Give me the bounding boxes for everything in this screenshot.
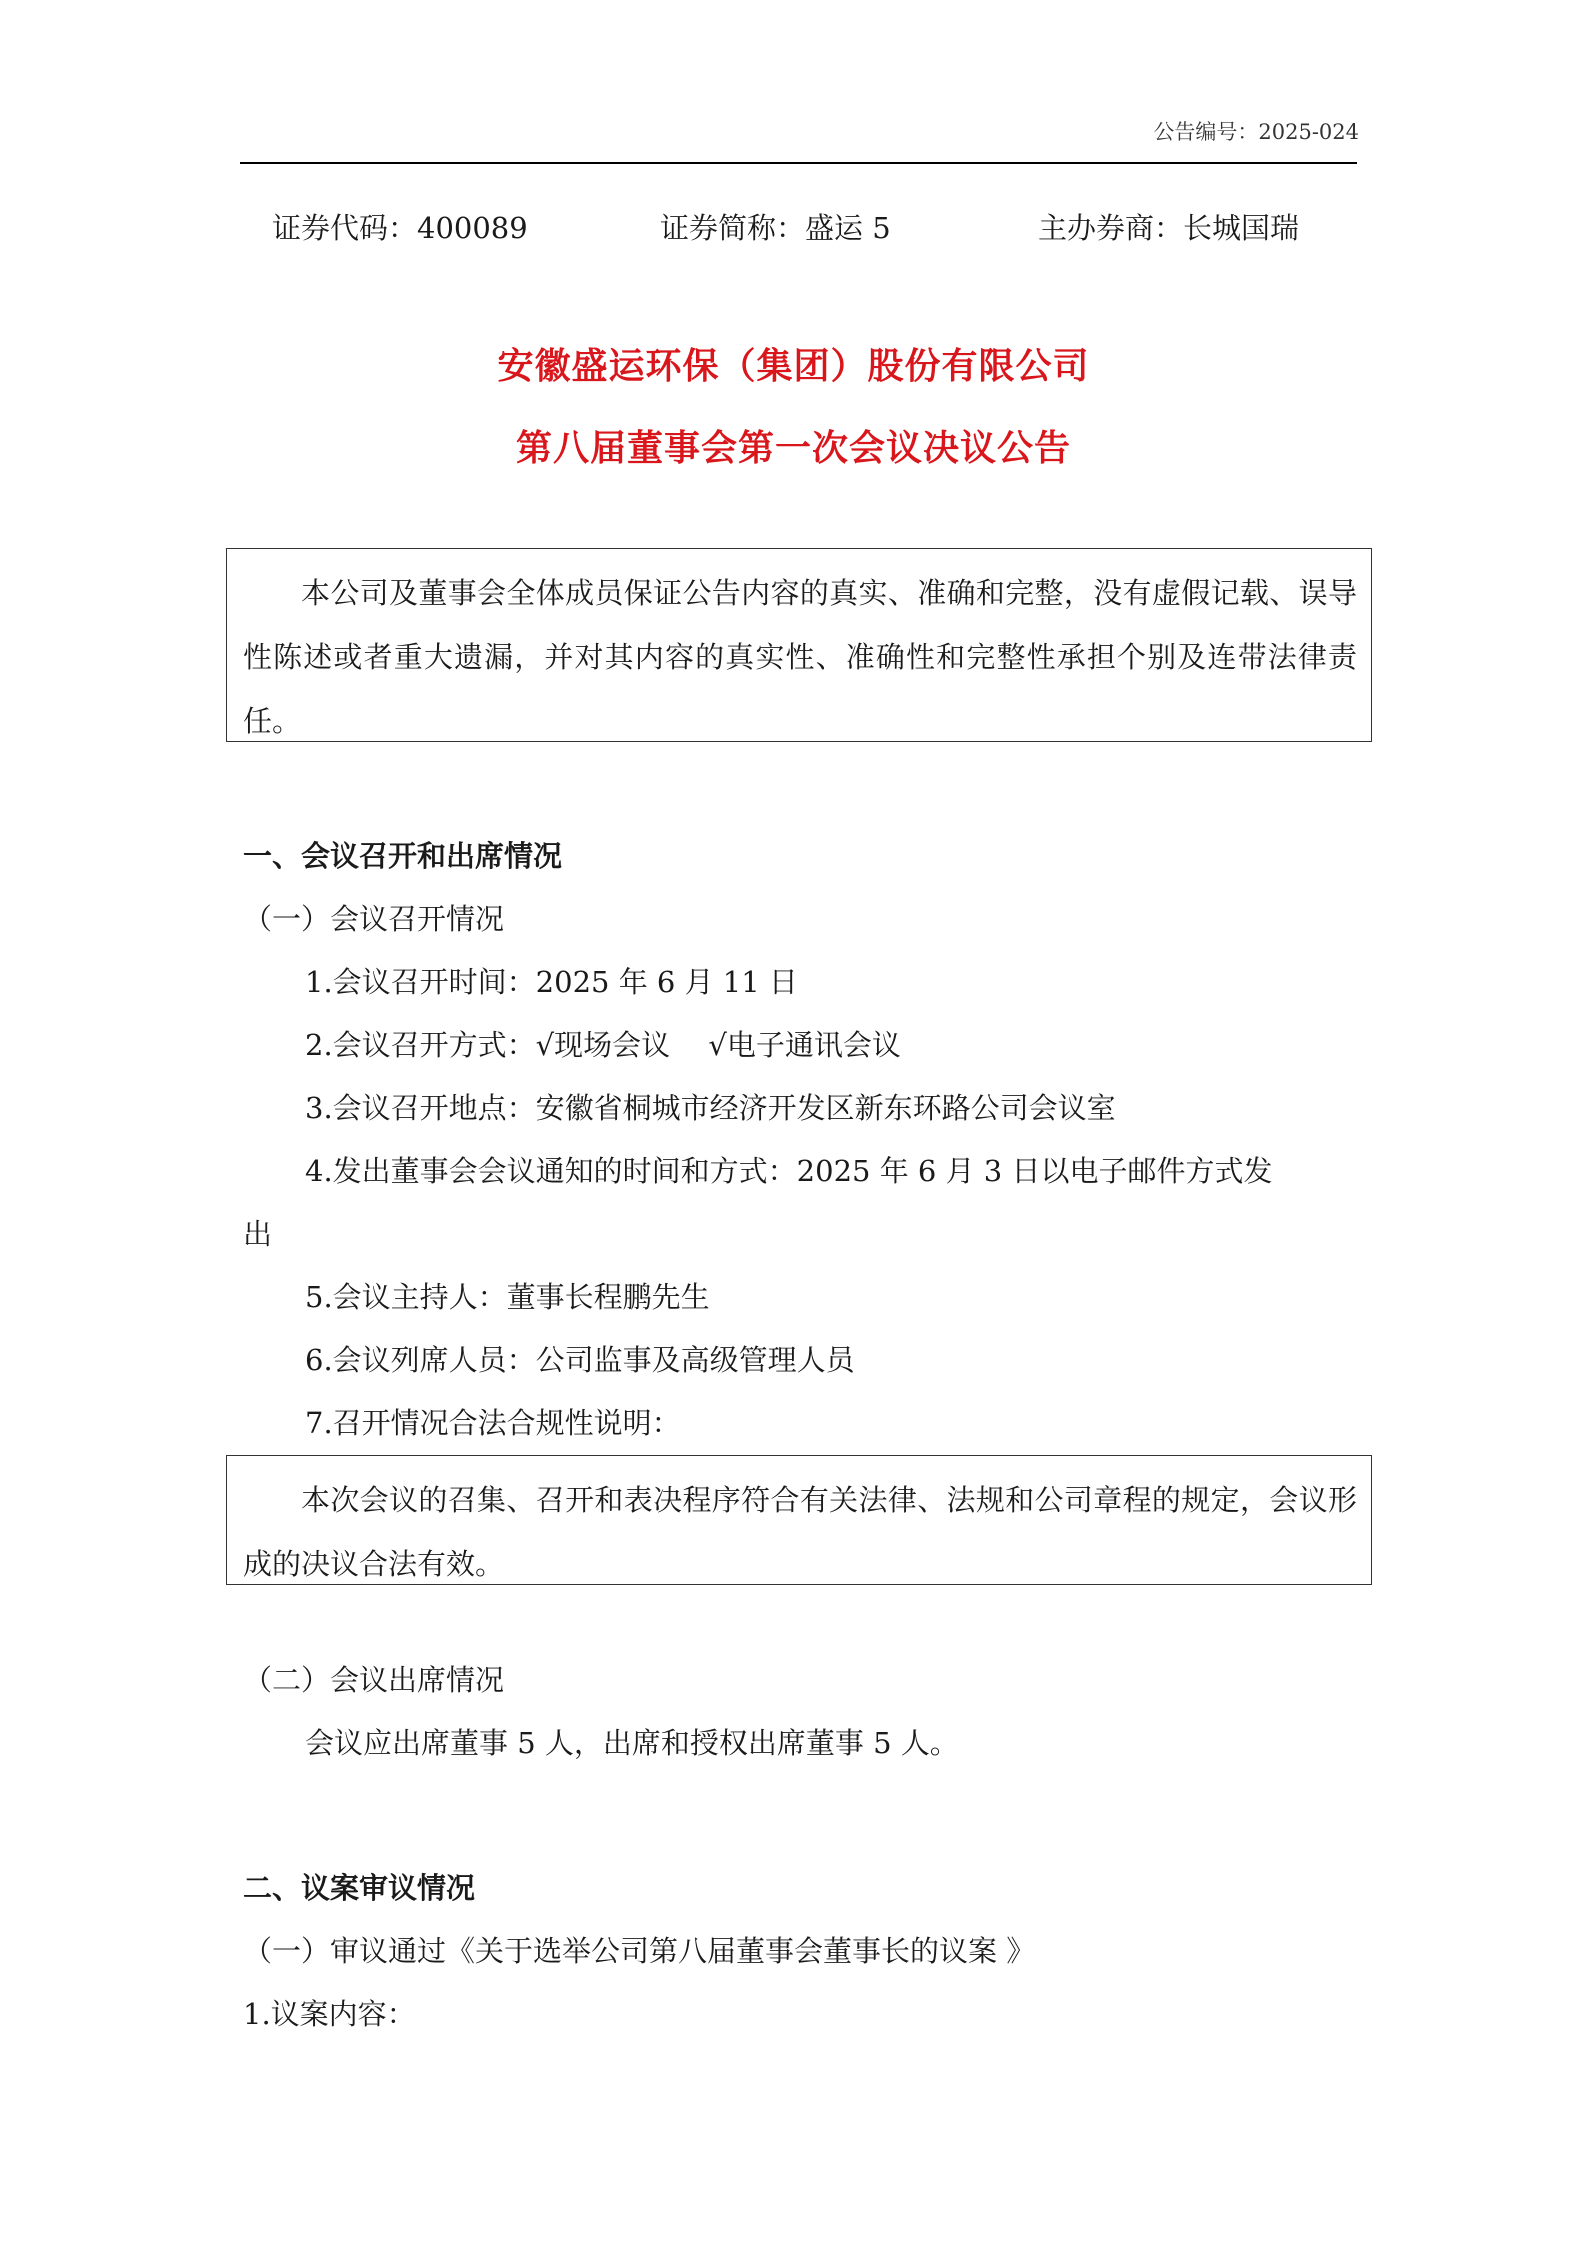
- subsection-2-1-heading: （一）审议通过《关于选举公司第八届董事会董事长的议案 》: [243, 1934, 1036, 1968]
- notice-time-method-continued: 出: [243, 1217, 273, 1251]
- subsection-1-2-heading: （二）会议出席情况: [243, 1663, 505, 1697]
- disclaimer-box: [226, 548, 1372, 742]
- meeting-time: 1.会议召开时间：2025 年 6 月 11 日: [305, 965, 798, 999]
- section-1-heading: 一、会议召开和出席情况: [243, 839, 563, 873]
- securities-broker: 主办券商：长城国瑞: [1038, 211, 1300, 245]
- compliance-text: 本次会议的召集、召开和表决程序符合有关法律、法规和公司章程的规定，会议形成的决议合法有效。: [243, 1483, 1357, 1581]
- disclaimer-text: 本公司及董事会全体成员保证公告内容的真实、准确和完整，没有虚假记载、误导性陈述或者重大遗漏，并对其内容的真实性、准确性和完整性承担个别及连带法律责任。: [243, 576, 1357, 738]
- meeting-host: 5.会议主持人：董事长程鹏先生: [305, 1280, 710, 1314]
- compliance-label: 7.召开情况合法合规性说明：: [305, 1406, 681, 1440]
- proposal-content-label: 1.议案内容：: [243, 1997, 416, 2031]
- compliance-box: [226, 1455, 1372, 1585]
- meeting-method: 2.会议召开方式：√现场会议 √电子通讯会议: [305, 1028, 901, 1062]
- attendance-text: 会议应出席董事 5 人，出席和授权出席董事 5 人。: [305, 1726, 959, 1760]
- company-title: 安徽盛运环保（集团）股份有限公司: [497, 345, 1090, 387]
- header-rule: [240, 162, 1357, 164]
- meeting-attendees: 6.会议列席人员：公司监事及高级管理人员: [305, 1343, 855, 1377]
- subsection-1-1-heading: （一）会议召开情况: [243, 902, 505, 936]
- announcement-number: 公告编号：2025-024: [1153, 120, 1359, 144]
- meeting-location: 3.会议召开地点：安徽省桐城市经济开发区新东环路公司会议室: [305, 1091, 1116, 1125]
- securities-short-name: 证券简称：盛运 5: [660, 211, 891, 245]
- notice-time-method: 4.发出董事会会议通知的时间和方式：2025 年 6 月 3 日以电子邮件方式发: [305, 1154, 1273, 1188]
- notice-title: 第八届董事会第一次会议决议公告: [515, 427, 1071, 469]
- section-2-heading: 二、议案审议情况: [243, 1871, 476, 1905]
- securities-code: 证券代码：400089: [272, 211, 528, 245]
